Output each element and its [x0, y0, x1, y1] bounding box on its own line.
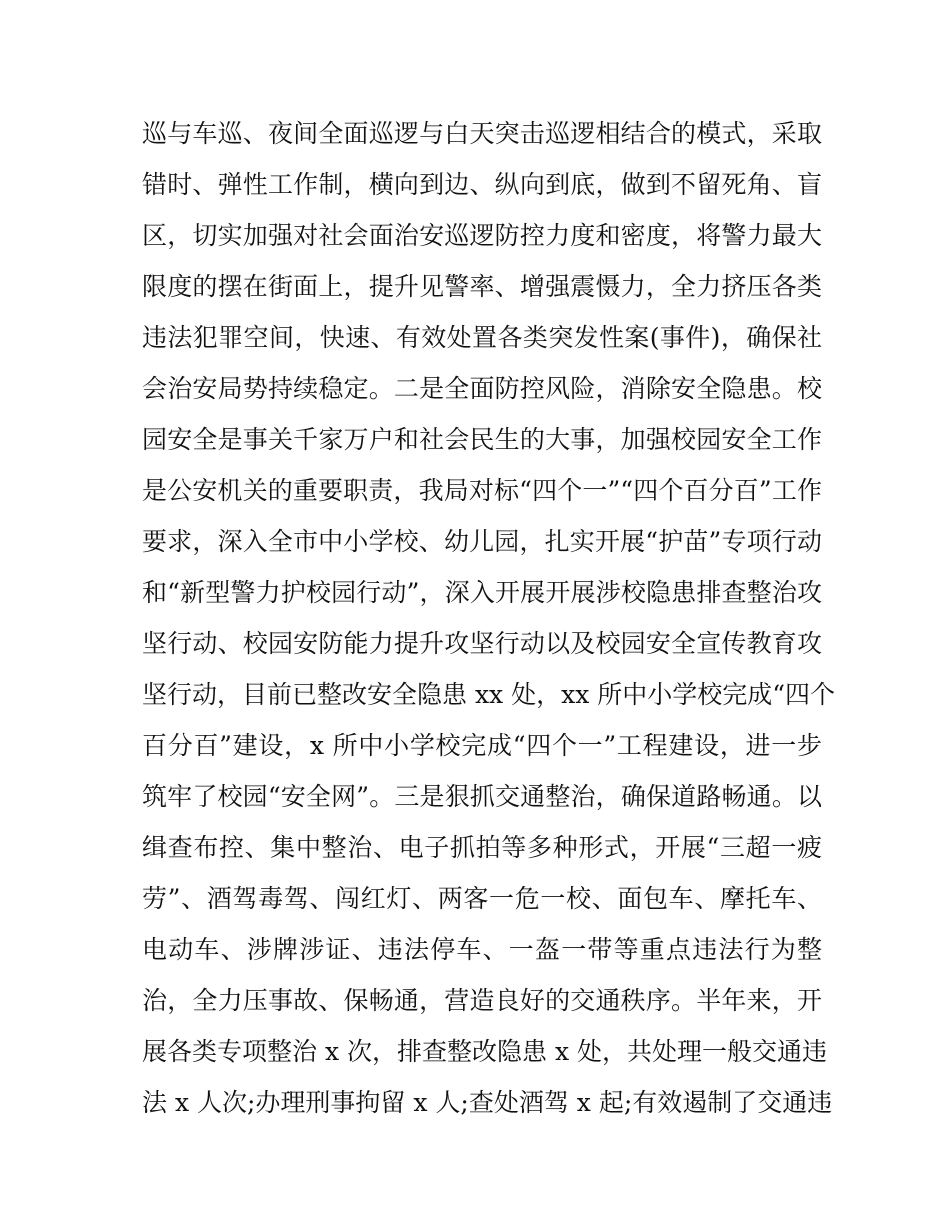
text-line: 百分百”建设，x 所中小学校完成“四个一”工程建设，进一步: [142, 731, 822, 760]
text-line: 坚行动、校园安防能力提升攻坚行动以及校园安全宣传教育攻: [142, 629, 822, 658]
text-line: 错时、弹性工作制，横向到边、纵向到底，做到不留死角、盲: [142, 170, 822, 199]
text-line: 治，全力压事故、保畅通，营造良好的交通秩序。半年来，开: [142, 986, 822, 1015]
text-line: 劳”、酒驾毒驾、闯红灯、两客一危一校、面包车、摩托车、: [142, 884, 822, 913]
text-line: 会治安局势持续稳定。二是全面防控风险，消除安全隐患。校: [142, 374, 822, 403]
text-line: 坚行动，目前已整改安全隐患 xx 处，xx 所中小学校完成“四个: [142, 680, 836, 709]
document-body-text: [142, 108, 836, 1128]
text-line: 电动车、涉牌涉证、违法停车、一盔一带等重点违法行为整: [142, 935, 822, 964]
text-line: 法 x 人次;办理刑事拘留 x 人;查处酒驾 x 起;有效遏制了交通违: [142, 1088, 833, 1117]
text-line: 区，切实加强对社会面治安巡逻防控力度和密度，将警力最大: [142, 221, 822, 250]
text-line: 要求，深入全市中小学校、幼儿园，扎实开展“护苗”专项行动: [142, 527, 822, 556]
text-line: 违法犯罪空间，快速、有效处置各类突发性案(事件)，确保社: [142, 323, 822, 352]
text-line: 展各类专项整治 x 次，排查整改隐患 x 处，共处理一般交通违: [142, 1037, 827, 1066]
text-line: 限度的摆在街面上，提升见警率、增强震慑力，全力挤压各类: [142, 272, 822, 301]
text-line: 缉查布控、集中整治、电子抓拍等多种形式，开展“三超一疲: [142, 833, 822, 862]
text-line: 筑牢了校园“安全网”。三是狠抓交通整治，确保道路畅通。以: [142, 782, 822, 811]
text-line: 是公安机关的重要职责，我局对标“四个一”“四个百分百”工作: [142, 476, 822, 505]
text-line: 巡与车巡、夜间全面巡逻与白天突击巡逻相结合的模式，采取: [142, 119, 822, 148]
text-line: 园安全是事关千家万户和社会民生的大事，加强校园安全工作: [142, 425, 822, 454]
text-line: 和“新型警力护校园行动”，深入开展开展涉校隐患排查整治攻: [142, 578, 822, 607]
